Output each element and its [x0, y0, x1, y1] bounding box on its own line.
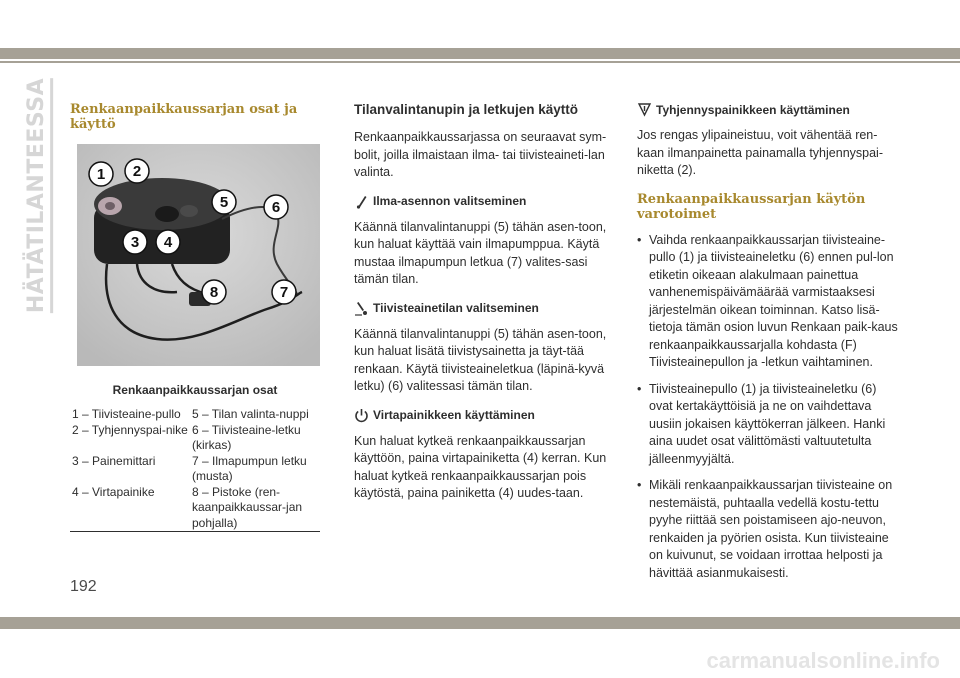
knob-hoses-heading: Tilanvalintanupin ja letkujen käyttö — [354, 102, 579, 117]
figure-caption: Renkaanpaikkaussarjan osat — [112, 383, 278, 397]
parts-heading: Renkaanpaikkaussarjan osat ja käyttö — [70, 102, 298, 132]
legend-item: 3 – Painemittari — [72, 453, 156, 468]
column-knob-hoses — [354, 102, 616, 515]
legend-item: 4 – Virtapainike — [72, 484, 155, 499]
header-rule — [0, 61, 960, 63]
legend-item: 6 – Tiivisteaine-letku (kirkas) — [192, 422, 301, 452]
parts-legend — [70, 407, 320, 532]
precautions-heading: Renkaanpaikkaussarjan käytön varotoimet — [637, 191, 866, 222]
footer-band — [0, 617, 960, 629]
knob-intro-text: Renkaanpaikkaussarjassa on seuraavat sym-bolit, joilla ilmaistaan ilma- tai tiivisteaineti-lan valinta. — [354, 130, 607, 179]
sealant-mode-title: Tiivisteainetilan valitseminen — [373, 301, 539, 315]
callout-3 — [123, 230, 147, 254]
legend-item: 2 – Tyhjennyspai-nike — [72, 422, 188, 437]
callout-4-label: 4 — [163, 234, 173, 251]
legend-item: 7 – Ilmapumpun letku (musta) — [192, 453, 307, 483]
deflate-title: Tyhjennyspainikkeen käyttäminen — [656, 102, 850, 117]
legend-row — [70, 454, 320, 485]
callout-1 — [89, 162, 113, 186]
tire-kit-photo — [77, 144, 320, 366]
power-button-title: Virtapainikkeen käyttäminen — [373, 408, 535, 422]
callout-5-label: 5 — [219, 194, 229, 211]
section-side-tab-label: HÄTÄTILANTEESSA — [25, 78, 54, 313]
callout-6-label: 6 — [271, 199, 281, 216]
column-parts — [70, 102, 320, 132]
legend-row — [70, 423, 320, 454]
callout-2 — [125, 159, 149, 183]
air-mode-icon — [354, 194, 369, 209]
legend-item: 1 – Tiivisteaine-pullo — [72, 407, 181, 421]
deflate-subheading — [637, 102, 903, 117]
callout-1-label: 1 — [96, 166, 106, 183]
air-mode-subheading — [354, 194, 616, 209]
callout-2-label: 2 — [132, 163, 142, 180]
legend-row — [70, 407, 320, 423]
list-item: • Tiivisteainepullo (1) ja tiivisteaineletku (6) ovat kertakäyttöisiä ja ne on vaihdettava uusiin jokaisen käyttökerran jälkeen. Hanki aina uudet osat välittömästi valtuutetulta jälleenmyyjältä. — [637, 381, 903, 469]
sealant-mode-icon — [354, 301, 369, 316]
legend-item: 5 – Tilan valinta-nuppi — [192, 407, 309, 421]
watermark: carmanualsonline.info — [706, 648, 940, 673]
legend-row — [70, 485, 320, 532]
callout-7 — [272, 280, 296, 304]
page-number: 192 — [70, 578, 97, 595]
power-icon — [354, 408, 369, 423]
callout-7-label: 7 — [279, 284, 289, 301]
section-side-tab — [24, 77, 50, 314]
deflate-text: Jos rengas ylipaineistuu, voit vähentää ren-kaan ilmanpainetta painamalla tyhjennyspai-niketta (2). — [637, 128, 883, 177]
precautions-list — [637, 232, 903, 583]
callout-8-label: 8 — [209, 284, 219, 301]
list-item: • Vaihda renkaanpaikkaussarjan tiivisteaine-pullo (1) ja tiivisteaineletku (6) ennen pul-lon etiketin oikeaan alakulmaan painettua vanhenemispäivämäärää varmistaaksesi järjestelmän oikean toiminnan. Katso lisä-tietoja tämän osion luvun Renkaan paik-kaus renkaanpaikkaussarjalla kohdasta (F) Tiivisteainepullon ja -letkun vaihtaminen. — [637, 232, 903, 372]
callout-8 — [202, 280, 226, 304]
air-mode-text: Käännä tilanvalintanuppi (5) tähän asen-toon, kun haluat käyttää vain ilmapumppua. Käytä mustaa ilmapumpun letkua (7) valites-sasi tämän tilan. — [354, 219, 607, 286]
deflate-icon — [637, 102, 652, 117]
air-mode-title: Ilma-asennon valitseminen — [373, 194, 527, 208]
tire-kit-illustration — [77, 144, 320, 366]
callout-5 — [212, 190, 236, 214]
sealant-mode-subheading — [354, 301, 616, 316]
header-band — [0, 48, 960, 59]
callout-6 — [264, 195, 288, 219]
callout-4 — [156, 230, 180, 254]
column-deflate-precautions — [637, 102, 903, 591]
sealant-mode-text: Käännä tilanvalintanuppi (5) tähän asen-toon, kun haluat lisätä tiivistysainetta ja täyt-tää renkaan. Käytä tiivisteaineletkua (läpinä-kyvä letku) (6) valitessasi tämän tilan. — [354, 326, 607, 393]
power-button-subheading — [354, 408, 616, 423]
power-button-text: Kun haluat kytkeä renkaanpaikkaussarjan käyttöön, paina virtapainiketta (4) kerran. Kun haluat kytkeä renkaanpaikkaussarjan pois käytöstä, paina painiketta (4) uudes-taan. — [354, 433, 607, 500]
legend-item: 8 – Pistoke (ren-kaanpaikkaussar-jan pohjalla) — [192, 484, 303, 530]
list-item: • Mikäli renkaanpaikkaussarjan tiivisteaine on nestemäistä, puhtaalla vedellä kostu-tettu pyyhe riittää sen poistamiseen ajo-neuvon, renkaiden ja pyörien osista. Kun tiivisteaine on kuivunut, se voidaan irrottaa helposti ja hävittää asianmukaisesti. — [637, 477, 903, 582]
callout-3-label: 3 — [130, 234, 140, 251]
